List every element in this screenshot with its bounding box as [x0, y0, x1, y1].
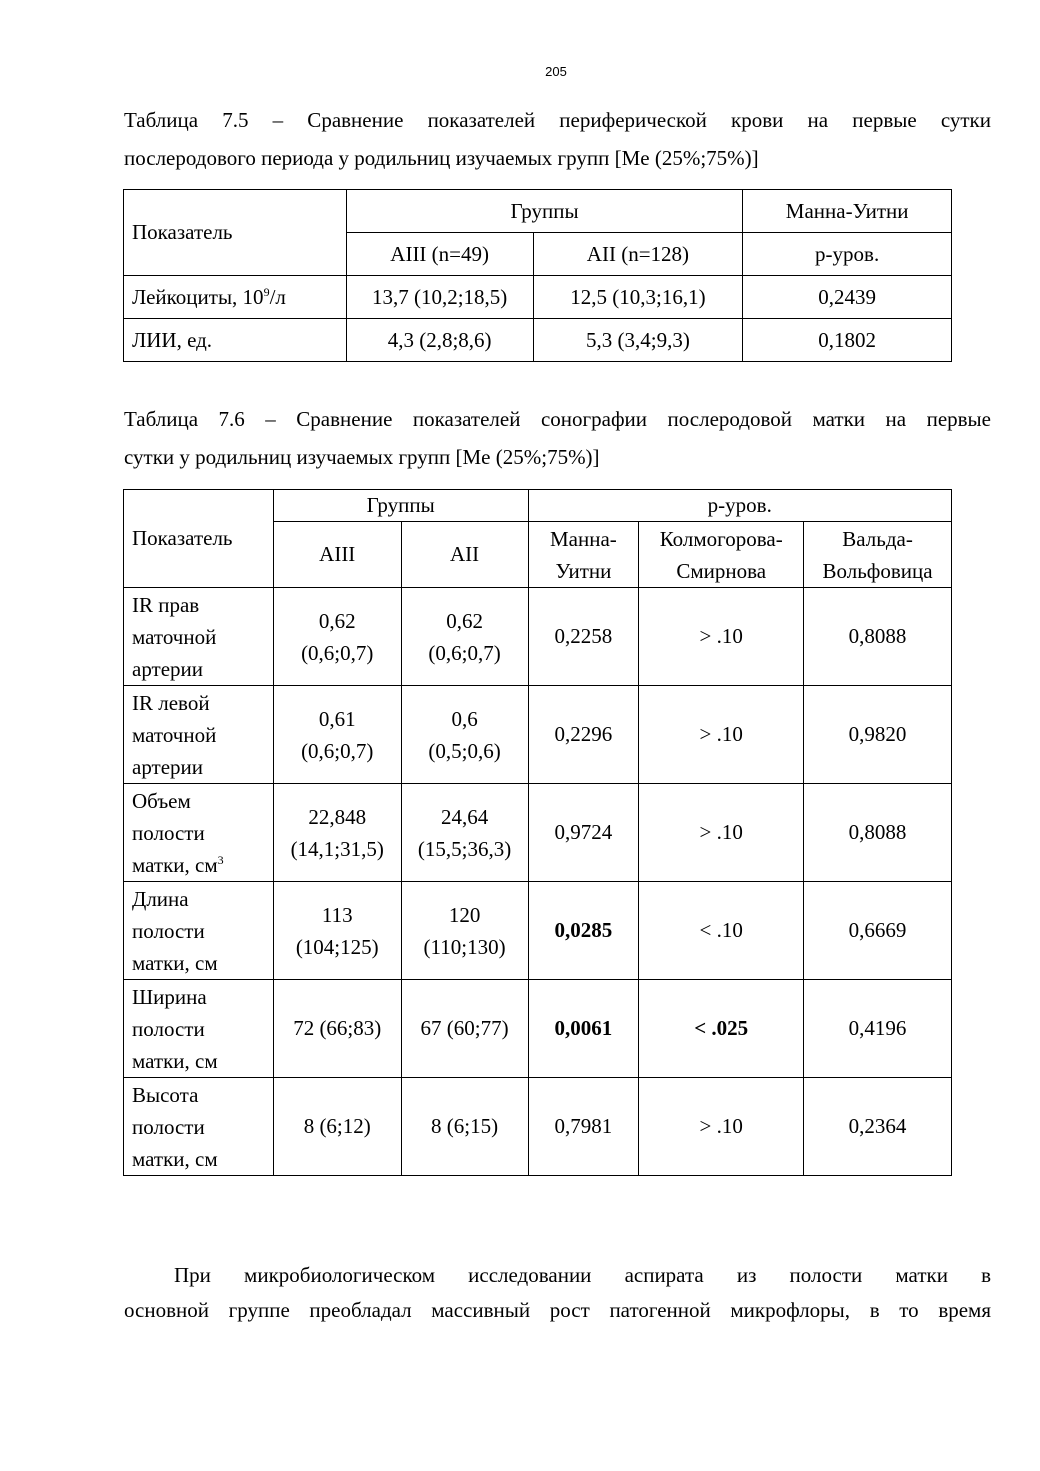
cell-aiii: 4,3 (2,8;8,6)	[346, 319, 533, 362]
table-row	[124, 686, 952, 784]
header-group-aii: AII (n=128)	[533, 233, 743, 276]
cell-aiii: 0,62 (0,6;0,7)	[273, 588, 401, 686]
paragraph-line: При микробиологическом исследовании аспирата из полости матки в	[174, 1263, 991, 1287]
cell-aii: 67 (60;77)	[401, 980, 528, 1078]
row-indicator: Длина полости матки, см	[124, 882, 274, 980]
header-indicator: Показатель	[124, 190, 347, 276]
cell-aiii: 113 (104;125)	[273, 882, 401, 980]
table-row	[124, 276, 952, 319]
table-row	[124, 784, 952, 882]
cell-kolmogorov-smirnov: > .10	[639, 588, 804, 686]
cell-aiii: 0,61 (0,6;0,7)	[273, 686, 401, 784]
row-indicator: IR прав маточной артерии	[124, 588, 274, 686]
row-indicator: Высота полости матки, см	[124, 1078, 274, 1176]
header-kolmogorov-smirnov: Колмогорова- Смирнова	[639, 522, 804, 588]
header-groups: Группы	[273, 490, 528, 522]
cell-p: 0,1802	[743, 319, 952, 362]
cell-wald-wolfowitz: 0,2364	[804, 1078, 952, 1176]
cell-wald-wolfowitz: 0,8088	[804, 784, 952, 882]
cell-mann-whitney: 0,9724	[528, 784, 639, 882]
cell-aii: 24,64 (15,5;36,3)	[401, 784, 528, 882]
table-7-6-caption	[124, 400, 991, 476]
caption-line: Таблица 7.5 – Сравнение показателей периферической крови на первые сутки	[124, 108, 991, 132]
table-7-6	[123, 489, 952, 1176]
header-group-aiii: AIII (n=49)	[346, 233, 533, 276]
header-wald-wolfowitz: Вальда- Вольфовица	[804, 522, 952, 588]
header-p-level: p-уров.	[743, 233, 952, 276]
header-groups: Группы	[346, 190, 743, 233]
cell-aiii: 22,848 (14,1;31,5)	[273, 784, 401, 882]
header-p-level: p-уров.	[528, 490, 952, 522]
header-group-aiii: AIII	[273, 522, 401, 588]
cell-aii: 5,3 (3,4;9,3)	[533, 319, 743, 362]
row-indicator: IR левой маточной артерии	[124, 686, 274, 784]
cell-wald-wolfowitz: 0,4196	[804, 980, 952, 1078]
cell-mann-whitney: 0,0285	[528, 882, 639, 980]
table-row	[124, 882, 952, 980]
page-number: 205	[545, 64, 567, 79]
row-indicator: ЛИИ, ед.	[124, 319, 347, 362]
cell-kolmogorov-smirnov: < .025	[639, 980, 804, 1078]
cell-aii: 0,62 (0,6;0,7)	[401, 588, 528, 686]
caption-line: послеродового периода у родильниц изучаемых групп [Me (25%;75%)]	[124, 146, 759, 170]
cell-aii: 12,5 (10,3;16,1)	[533, 276, 743, 319]
body-paragraph	[124, 1258, 991, 1328]
cell-mann-whitney: 0,2296	[528, 686, 639, 784]
cell-aiii: 72 (66;83)	[273, 980, 401, 1078]
table-7-5	[123, 189, 952, 362]
cell-aiii: 13,7 (10,2;18,5)	[346, 276, 533, 319]
header-indicator: Показатель	[124, 490, 274, 588]
cell-wald-wolfowitz: 0,8088	[804, 588, 952, 686]
table-7-5-caption	[124, 101, 991, 177]
cell-kolmogorov-smirnov: > .10	[639, 784, 804, 882]
table-row	[124, 588, 952, 686]
cell-mann-whitney: 0,7981	[528, 1078, 639, 1176]
cell-aii: 0,6 (0,5;0,6)	[401, 686, 528, 784]
cell-mann-whitney: 0,0061	[528, 980, 639, 1078]
paragraph-line: основной группе преобладал массивный рост патогенной микрофлоры, в то время	[124, 1298, 991, 1322]
cell-mann-whitney: 0,2258	[528, 588, 639, 686]
row-indicator: Ширина полости матки, см	[124, 980, 274, 1078]
cell-aiii: 8 (6;12)	[273, 1078, 401, 1176]
header-test: Манна-Уитни	[743, 190, 952, 233]
cell-kolmogorov-smirnov: < .10	[639, 882, 804, 980]
row-indicator: Объем полости матки, $см^3$	[124, 784, 274, 882]
table-row	[124, 980, 952, 1078]
header-group-aii: AII	[401, 522, 528, 588]
cell-aii: 120 (110;130)	[401, 882, 528, 980]
table-row	[124, 319, 952, 362]
caption-line: сутки у родильниц изучаемых групп [Me (25%;75%)]	[124, 445, 600, 469]
row-indicator: Лейкоциты, $10^9/л$	[124, 276, 347, 319]
header-mann-whitney: Манна- Уитни	[528, 522, 639, 588]
cell-aii: 8 (6;15)	[401, 1078, 528, 1176]
cell-wald-wolfowitz: 0,6669	[804, 882, 952, 980]
cell-p: 0,2439	[743, 276, 952, 319]
table-row	[124, 1078, 952, 1176]
cell-wald-wolfowitz: 0,9820	[804, 686, 952, 784]
cell-kolmogorov-smirnov: > .10	[639, 1078, 804, 1176]
caption-line: Таблица 7.6 – Сравнение показателей сонографии послеродовой матки на первые	[124, 407, 991, 431]
cell-kolmogorov-smirnov: > .10	[639, 686, 804, 784]
